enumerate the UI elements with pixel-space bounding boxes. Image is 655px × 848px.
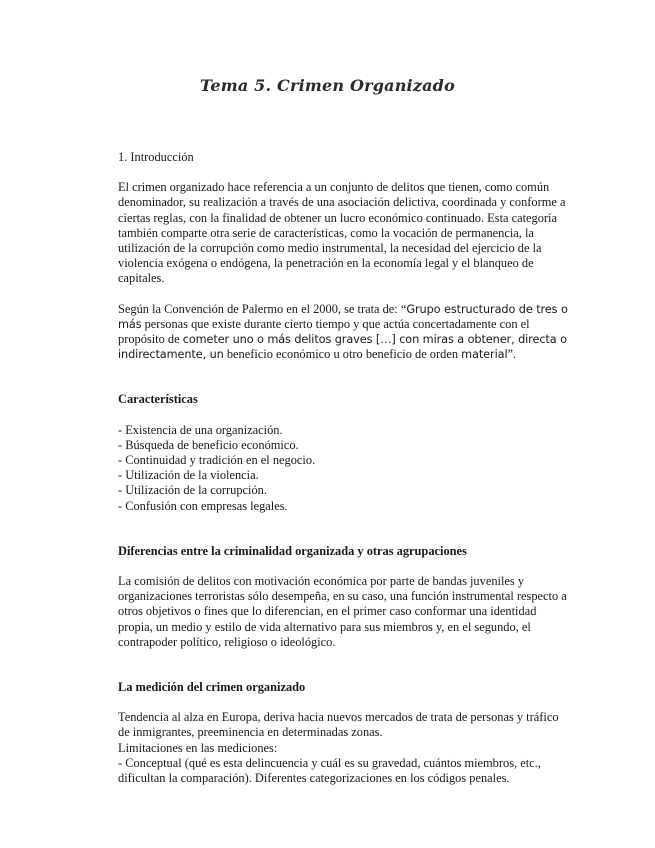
palermo-plain-d: beneficio económico u otro beneficio de orden [223, 347, 462, 362]
list-item: - Confusión con empresas legales. [118, 498, 288, 513]
characteristics-list [118, 423, 570, 514]
list-item: - Continuidad y tradición en el negocio. [118, 453, 316, 468]
palermo-quote-e: material [461, 348, 508, 362]
intro-paragraph: El crimen organizado hace referencia a un conjunto de delitos que tienen, como común denominador, su realización a través de una asociación delictiva, coordinada y conforme a ciertas reglas, con la finalidad de obtener un lucro económico continuado. Esta categoría también comparte otra serie de características, como la vocación de permanencia, la utilización de la corrupción como medio instrumental, la necesidad del ejercicio de la violencia exógena o endógena, la penetración en la economía legal y el blanqueo de capitales. [118, 180, 566, 286]
characteristics-heading: Características [118, 392, 198, 407]
intro-heading: 1. Introducción [118, 150, 194, 164]
measurement-line-2: Limitaciones en las mediciones: [118, 740, 278, 755]
document-title: Tema 5. Crimen Organizado [200, 76, 455, 95]
measurement-heading: La medición del crimen organizado [118, 680, 306, 695]
measurement-line-1: Tendencia al alza en Europa, deriva hacia nuevos mercados de trata de personas y tráfico de inmigrantes, preeminencia en determinadas zonas. [118, 710, 559, 740]
palermo-quote-a: Grupo estructurado de tres o más [118, 302, 568, 331]
palermo-suffix: ”. [507, 347, 517, 362]
palermo-prefix: Según la Convención de Palermo en el 2000, se trata de: “ [118, 301, 407, 316]
differences-paragraph: La comisión de delitos con motivación económica por parte de bandas juveniles y organizaciones terroristas sólo desempeña, en su caso, una función instrumental respecto a otros objetivos o fines que lo diferencian, en el primer caso conformar una identidad propia, un medio y estilo de vida alternativo para sus miembros y, en el segundo, el contrapoder político, religioso o ideológico. [118, 574, 567, 649]
palermo-paragraph [118, 302, 570, 363]
list-item: - Utilización de la corrupción. [118, 483, 267, 498]
list-item: - Búsqueda de beneficio económico. [118, 437, 299, 452]
palermo-plain-b: personas que existe durante cierto tiempo y que actúa concertadamente con el propósito de [118, 316, 530, 347]
differences-heading: Diferencias entre la criminalidad organizada y otras agrupaciones [118, 543, 467, 558]
measurement-line-3: - Conceptual (qué es esta delincuencia y cuál es su gravedad, cuántos miembros, etc., dificultan la comparación). Diferentes categorizaciones en los códigos penales. [118, 755, 541, 786]
list-item: - Utilización de la violencia. [118, 468, 259, 483]
list-item: - Existencia de una organización. [118, 422, 283, 437]
palermo-quote-c: cometer uno o más delitos graves […] con miras a obtener, directa o indirectamente, un [118, 333, 567, 362]
document-body [118, 150, 570, 786]
